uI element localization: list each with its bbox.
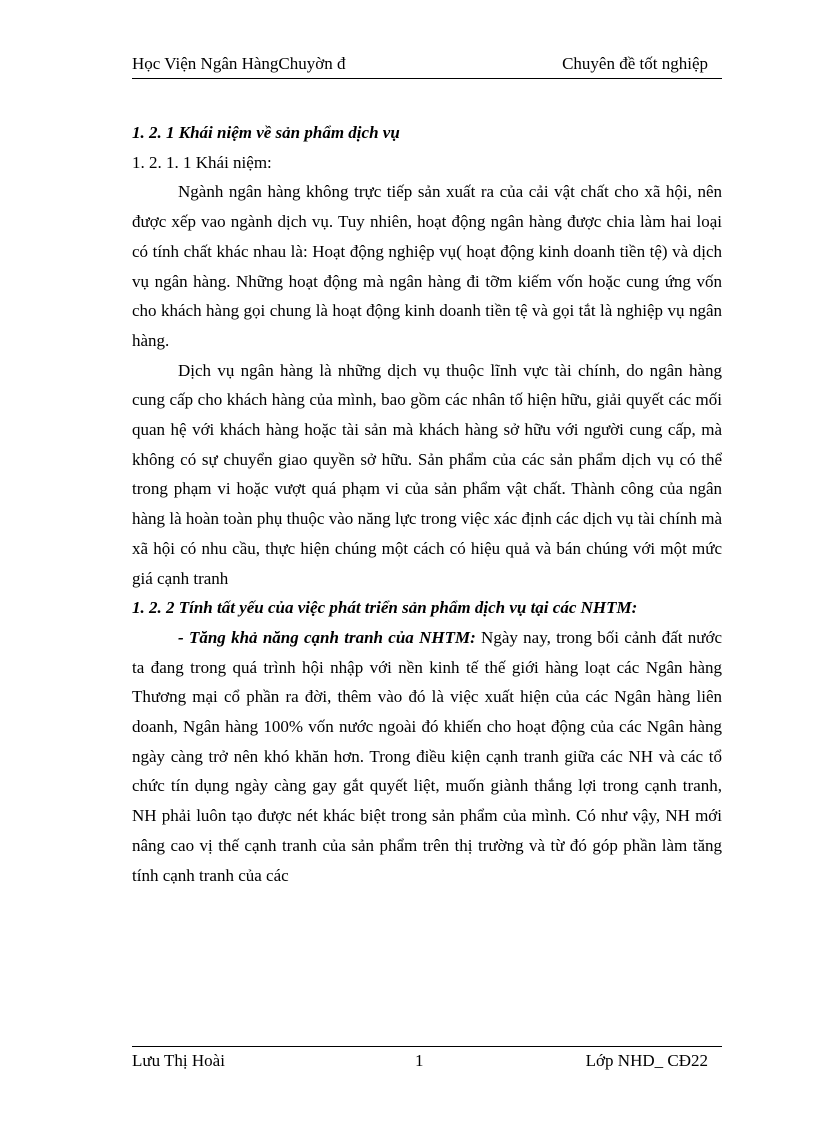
- page-footer: [132, 1046, 722, 1075]
- section-heading-1-2-1: 1. 2. 1 Khái niệm về sản phẩm dịch vụ: [132, 123, 400, 142]
- paragraph-definition-1: Ngành ngân hàng không trực tiếp sản xuất ra của cải vật chất cho xã hội, nên được xếp vao ngành dịch vụ. Tuy nhiên, hoạt động ngân hàng được chia làm hai loại có tính chất khác nhau là: Hoạt động nghiệp vụ( hoạt động kinh doanh tiền tệ) và dịch vụ ngân hàng. Những hoạt động mà ngân hàng đi tỡm kiếm vốn hoặc cung ứng vốn cho khách hàng gọi chung là hoạt động kinh doanh tiền tệ và gọi tắt là nghiệp vụ ngân hàng.: [132, 182, 722, 350]
- footer-author: Lưu Thị Hoài: [132, 1051, 225, 1070]
- paragraph-definition-2: Dịch vụ ngân hàng là những dịch vụ thuộc lĩnh vực tài chính, do ngân hàng cung cấp cho khách hàng của mình, bao gồm các nhân tố hiện hữu, giải quyết các mối quan hệ với khách hàng hoặc tài sản mà khách hàng sở hữu với người cung cấp, mà không có sự chuyển giao quyền sở hữu. Sản phẩm của các sản phẩm dịch vụ có thể trong phạm vi hoặc vượt quá phạm vi của sản phẩm vật chất. Thành công của ngân hàng là hoàn toàn phụ thuộc vào năng lực trong việc xác định các dịch vụ tài chính mà xã hội có nhu cầu, thực hiện chúng một cách có hiệu quả và bán chúng với một mức giá cạnh tranh: [132, 360, 722, 588]
- header-institution: Học Viện Ngân HàngChuyờn đ: [132, 54, 346, 73]
- footer-page-number: 1: [415, 1051, 424, 1070]
- paragraph-body-text: Ngày nay, trong bối cảnh đất nước ta đang trong quá trình hội nhập với nền kinh tế thế giới hàng loạt các Ngân hàng Thương mại cổ phần ra đời, thêm vào đó là việc xuất hiện của các Ngân hàng liên doanh, Ngân hàng 100% vốn nước ngoài đó khiến cho hoạt động của các Ngân hàng ngày càng trở nên khó khăn hơn. Trong điều kiện cạnh tranh giữa các NH và các tổ chức tín dụng ngày càng gay gắt quyết liệt, muốn giành thắng lợi trong cạnh tranh, NH phải luôn tạo được nét khác biệt trong sản phẩm của mình. Có như vậy, NH mới nâng cao vị thế cạnh tranh của sản phẩm trên thị trường và từ đó góp phần làm tăng tính cạnh tranh của các: [132, 627, 722, 885]
- header-document-type: Chuyên đề tốt nghiệp: [562, 54, 708, 73]
- document-body: [132, 118, 722, 890]
- section-heading-1-2-2: 1. 2. 2 Tính tất yếu của việc phát triển sản phẩm dịch vụ tại các NHTM:: [132, 598, 638, 618]
- paragraph-lead-text: - Tăng khả năng cạnh tranh của NHTM:: [178, 627, 476, 647]
- paragraph-competitiveness: [132, 623, 722, 890]
- subsection-heading-1-2-1-1: 1. 2. 1. 1 Khái niệm:: [132, 152, 272, 172]
- page-header: [132, 52, 722, 79]
- footer-class-label: Lớp NHD_ CĐ22: [585, 1051, 708, 1070]
